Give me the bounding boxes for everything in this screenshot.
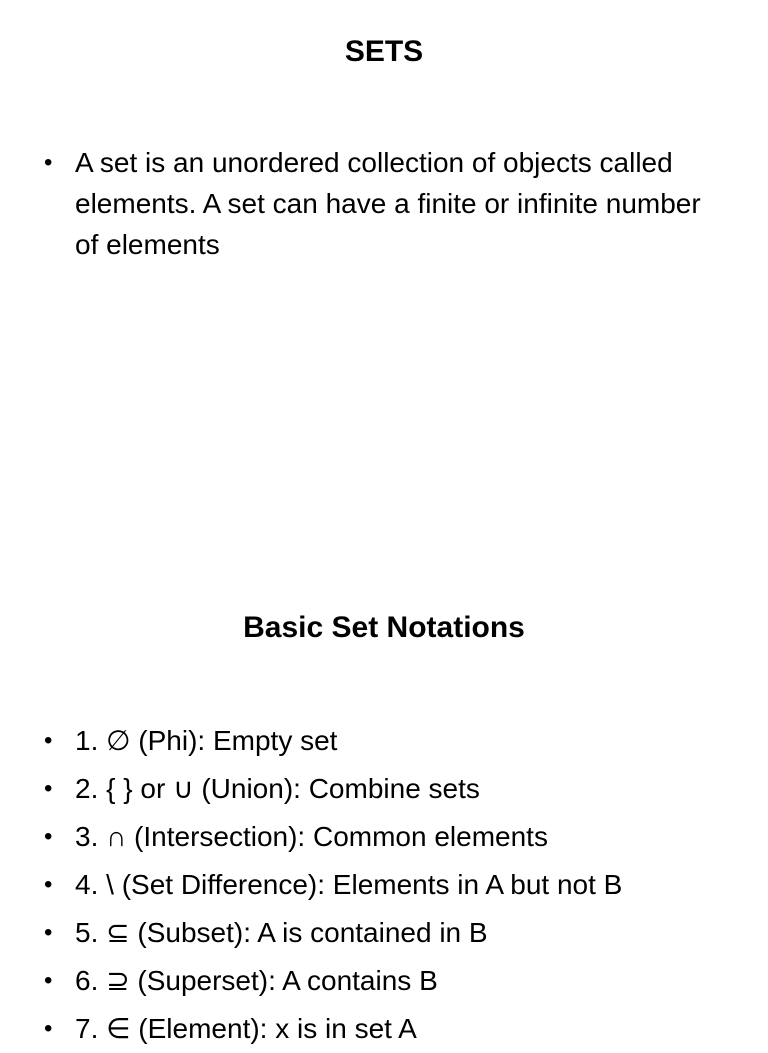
- bullet-icon: •: [44, 823, 53, 850]
- bullet-text: 1. ∅ (Phi): Empty set: [75, 725, 338, 756]
- bullet-text: 2. { } or ∪ (Union): Combine sets: [75, 773, 480, 804]
- bullet-text: 7. ∈ (Element): x is in set A: [75, 1013, 417, 1044]
- bullet-icon: •: [44, 149, 53, 176]
- bullet-item: [44, 765, 724, 813]
- bullet-icon: •: [44, 727, 53, 754]
- bullet-list: [44, 717, 724, 1053]
- bullet-text: A set is an unordered collection of objects called elements. A set can have a finite or infinite number of elements: [75, 147, 701, 260]
- bullet-text: 3. ∩ (Intersection): Common elements: [75, 821, 548, 852]
- bullet-icon: •: [44, 871, 53, 898]
- bullet-icon: •: [44, 967, 53, 994]
- bullet-item: [44, 142, 724, 265]
- bullet-text: 5. ⊆ (Subset): A is contained in B: [75, 917, 488, 948]
- slide-basic-set-notations: [0, 576, 768, 1044]
- slide-title: Basic Set Notations: [243, 611, 525, 644]
- bullet-text: 4. \ (Set Difference): Elements in A but not B: [75, 869, 623, 900]
- bullet-item: [44, 861, 724, 909]
- bullet-icon: •: [44, 775, 53, 802]
- bullet-icon: •: [44, 1015, 53, 1042]
- bullet-item: [44, 717, 724, 765]
- bullet-item: [44, 909, 724, 957]
- bullet-item: [44, 1005, 724, 1053]
- bullet-item: [44, 957, 724, 1005]
- slide-title: SETS: [344, 35, 424, 68]
- bullet-item: [44, 813, 724, 861]
- bullet-icon: •: [44, 919, 53, 946]
- bullet-list: [44, 142, 724, 265]
- bullet-text: 6. ⊇ (Superset): A contains B: [75, 965, 438, 996]
